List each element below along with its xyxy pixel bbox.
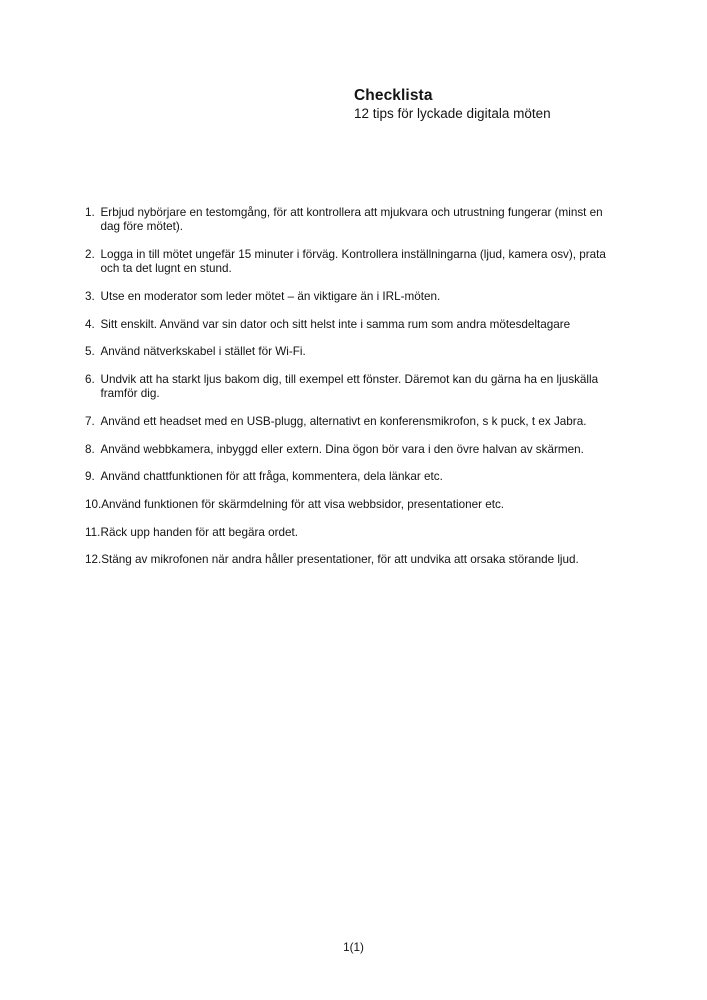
page-title: Checklista (354, 87, 433, 104)
item-number: 9. (85, 470, 95, 484)
list-item (85, 470, 625, 484)
item-text: Erbjud nybörjare en testomgång, för att kontrollera att mjukvara och utrustning fungerar (minst en dag före mötet). (100, 206, 603, 234)
list-item (85, 498, 625, 512)
item-text: Stäng av mikrofonen när andra håller presentationer, för att undvika att orsaka störande ljud. (101, 553, 579, 567)
item-text: Använd chattfunktionen för att fråga, kommentera, dela länkar etc. (100, 470, 443, 484)
item-text: Använd funktionen för skärmdelning för att visa webbsidor, presentationer etc. (101, 498, 505, 512)
item-number: 5. (85, 345, 95, 359)
item-text: Räck upp handen för att begära ordet. (100, 525, 299, 539)
item-number: 12. (85, 553, 102, 567)
list-item (85, 553, 625, 567)
item-text: Använd nätverkskabel i stället för Wi-Fi. (100, 345, 306, 359)
item-text: Logga in till mötet ungefär 15 minuter i förväg. Kontrollera inställningarna (ljud, kamera osv), prata och ta det lugnt en stund. (100, 247, 606, 276)
list-item (85, 345, 625, 359)
title-block (354, 86, 674, 122)
item-text: Undvik att ha starkt ljus bakom dig, till exempel ett fönster. Däremot kan du gärna ha en ljuskälla framför dig. (100, 373, 599, 401)
list-item (85, 248, 625, 277)
list-item (85, 415, 625, 429)
item-text: Använd ett headset med en USB-plugg, alternativt en konferensmikrofon, s k puck, t ex Jabra. (100, 415, 587, 429)
item-number: 2. (85, 247, 95, 261)
item-number: 6. (85, 373, 95, 387)
list-item (85, 443, 625, 457)
page-number: 1(1) (343, 941, 364, 954)
list-item (85, 290, 625, 304)
item-text: Sitt enskilt. Använd var sin dator och sitt helst inte i samma rum som andra mötesdeltagare (100, 317, 571, 331)
item-text: Utse en moderator som leder mötet – än viktigare än i IRL-möten. (100, 289, 441, 303)
item-number: 11. (85, 525, 101, 539)
list-item (85, 373, 625, 402)
checklist (85, 206, 625, 581)
item-number: 3. (85, 289, 95, 303)
list-item (85, 318, 625, 332)
item-number: 10. (85, 498, 102, 512)
list-item (85, 526, 625, 540)
item-number: 8. (85, 442, 95, 456)
list-item (85, 206, 625, 235)
item-number: 7. (85, 415, 95, 429)
page-subtitle: 12 tips för lyckade digitala möten (354, 106, 551, 121)
item-text: Använd webbkamera, inbyggd eller extern. Dina ögon bör vara i den övre halvan av skärmen. (100, 442, 584, 456)
item-number: 4. (85, 317, 95, 331)
item-number: 1. (85, 206, 95, 219)
